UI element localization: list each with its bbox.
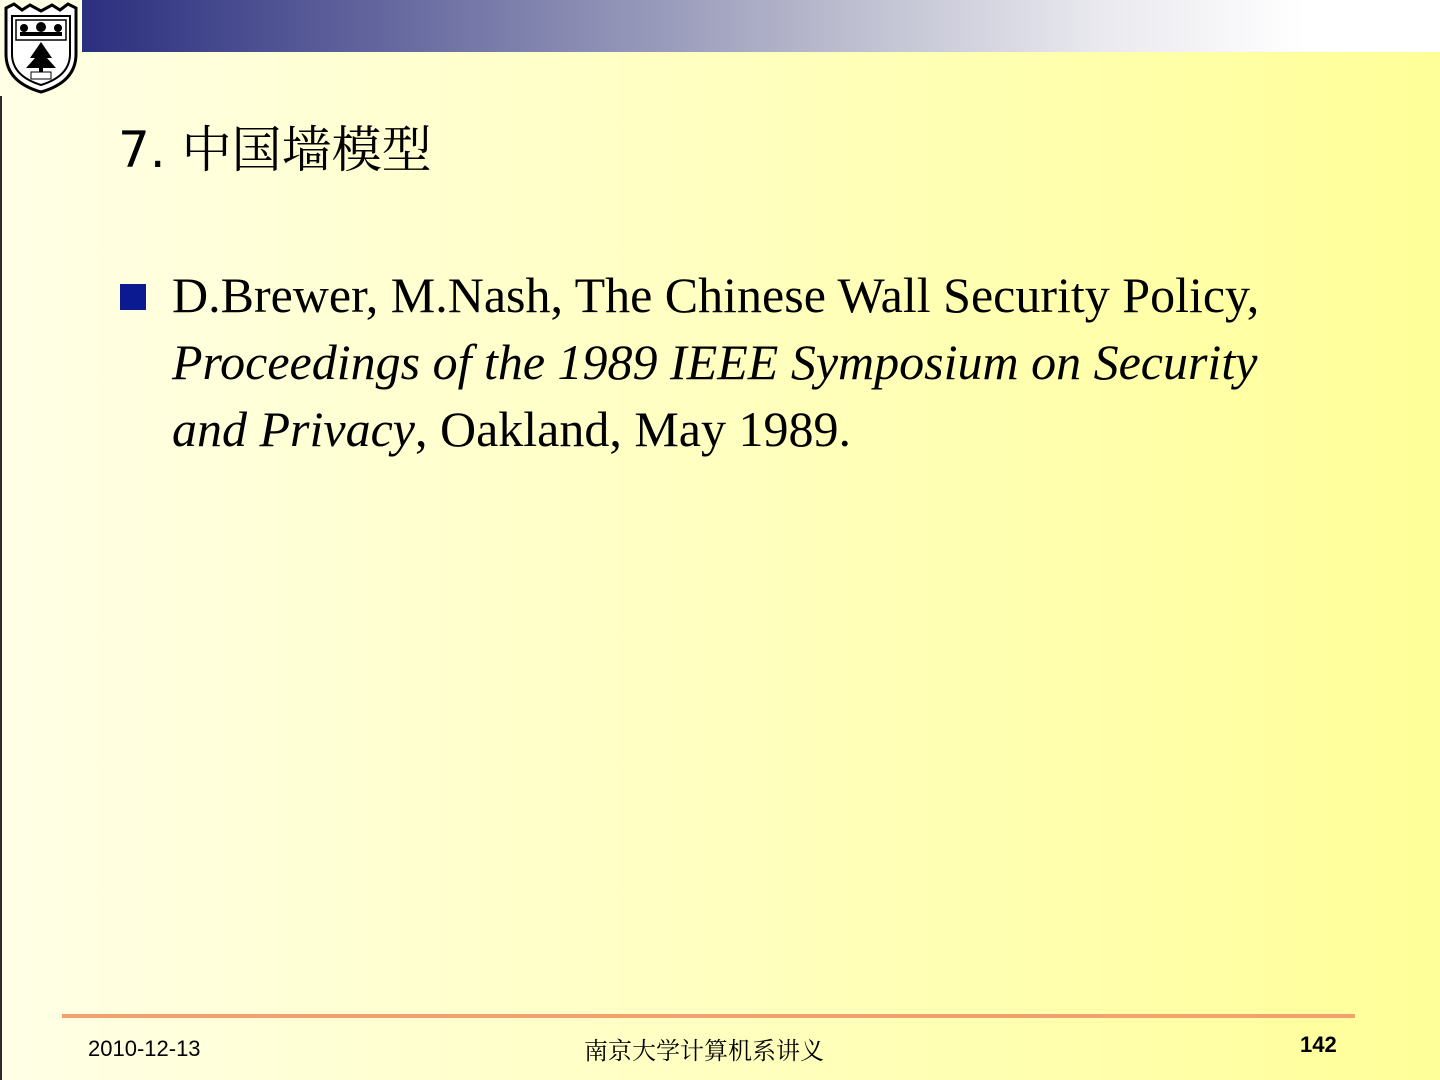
citation-authors-title: D.Brewer, M.Nash, The Chinese Wall Security Policy,	[172, 267, 1260, 323]
footer-date: 2010-12-13	[88, 1036, 201, 1061]
slide-title: 7. 中国墙模型	[118, 121, 432, 179]
university-seal-icon	[2, 2, 80, 94]
square-bullet-icon	[120, 284, 146, 310]
footer-divider	[62, 1014, 1355, 1018]
bullet-list-item	[120, 262, 1320, 463]
citation-location-date: , Oakland, May 1989.	[414, 401, 852, 457]
citation-proceedings: Proceedings of the 1989 IEEE Symposium on Security and Privacy	[172, 334, 1258, 457]
footer-course-title: 南京大学计算机系讲义	[584, 1037, 824, 1065]
header-gradient-band	[82, 0, 1440, 52]
reference-citation	[172, 262, 1320, 463]
slide-left-border	[0, 96, 2, 1080]
page-number: 142	[1300, 1032, 1337, 1057]
